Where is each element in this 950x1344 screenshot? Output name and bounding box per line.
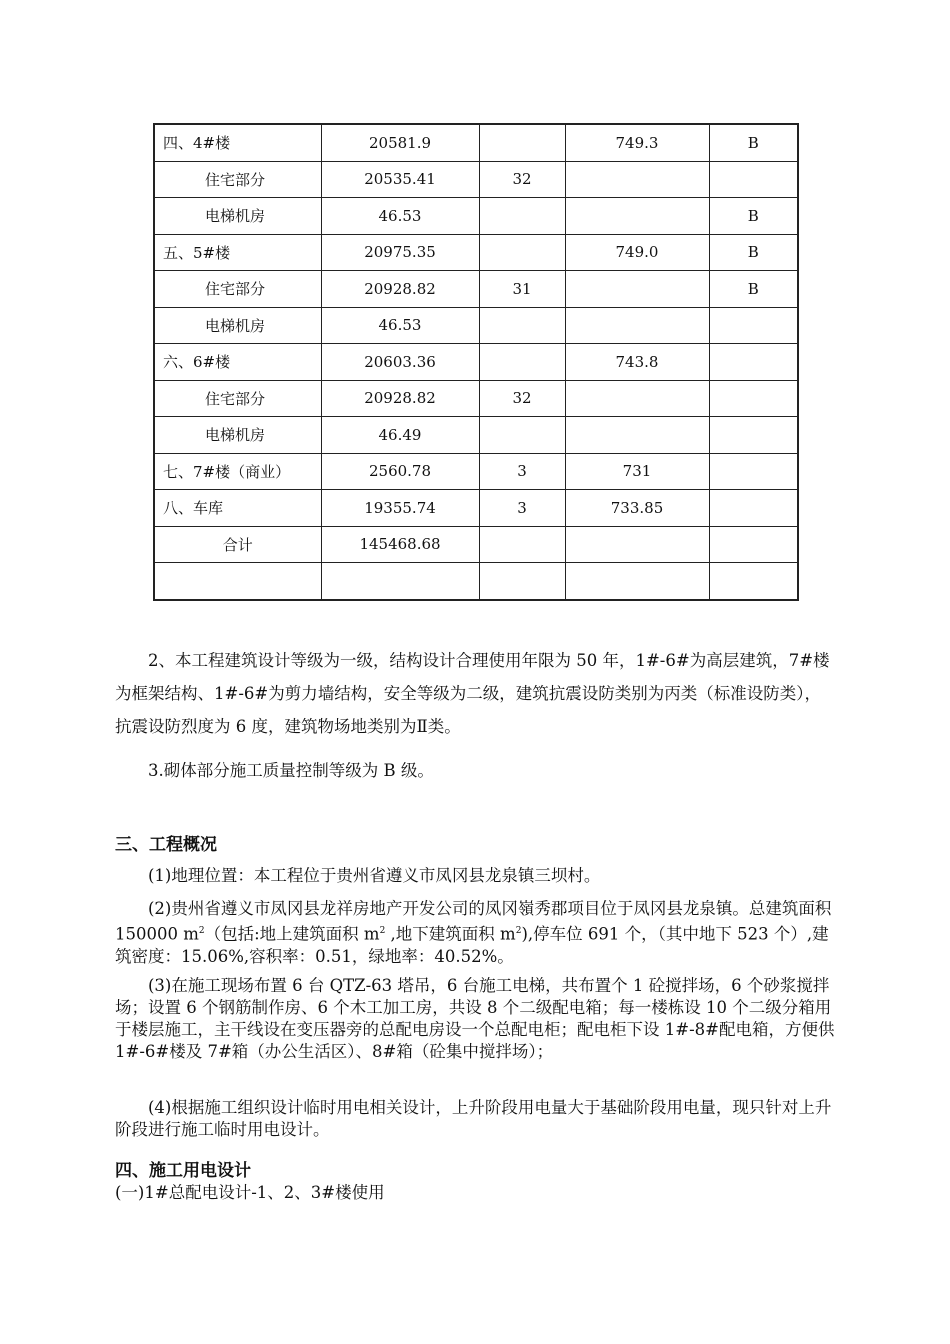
table-row [154, 526, 798, 563]
overview-item-power-design: (4)根据施工组织设计临时用电相关设计，上升阶段用电量大于基础阶段用电量，现只针对上升阶段进行施工临时用电设计。 [115, 1098, 832, 1139]
overview-item-site-layout: (3)在施工现场布置 6 台 QTZ-63 塔吊，6 台施工电梯，共布置个 1 砼搅拌场，6 个砂浆搅拌场；设置 6 个钢筋制作房、6 个木工加工房，共设 8 个二级配电箱；每一楼栋设 10 个二级分箱用于楼层施工，主干线设在变压器旁的总配电房设一个总配电柜；配电柜下设 1#-8#配电箱，方便供 1#-6#楼及 7#箱（办公生活区）、8#箱（砼集中搅拌场）； [115, 976, 835, 1061]
table-cell-grade [709, 380, 798, 417]
table-row [154, 161, 798, 198]
building-area-table [153, 123, 799, 601]
table-row [154, 344, 798, 381]
table-cell-height [565, 563, 709, 600]
table-cell-height [565, 161, 709, 198]
table-cell-name: 电梯机房 [154, 417, 321, 454]
paragraph-masonry-grade: 3.砌体部分施工质量控制等级为 B 级。 [148, 761, 434, 780]
table-cell-floors: 32 [479, 380, 565, 417]
table-cell-name: 六、6#楼 [154, 344, 321, 381]
table-cell-grade [709, 526, 798, 563]
table-cell-floors [479, 526, 565, 563]
table-cell-name: 五、5#楼 [154, 234, 321, 271]
table-cell-area: 20603.36 [321, 344, 479, 381]
table-cell-height [565, 198, 709, 235]
table-cell-height [565, 307, 709, 344]
table-row [154, 417, 798, 454]
table-cell-height [565, 526, 709, 563]
table-cell-floors [479, 198, 565, 235]
section-4-heading: 四、施工用电设计 [115, 1161, 251, 1181]
table-row [154, 453, 798, 490]
table-row [154, 307, 798, 344]
table-cell-grade [709, 161, 798, 198]
overview-item-location: (1)地理位置：本工程位于贵州省遵义市凤冈县龙泉镇三坝村。 [148, 866, 601, 885]
table-cell-grade: B [709, 198, 798, 235]
table-cell-grade [709, 417, 798, 454]
table-cell-floors: 32 [479, 161, 565, 198]
table-row [154, 490, 798, 527]
table-cell-area [321, 563, 479, 600]
table-cell-name: 住宅部分 [154, 380, 321, 417]
table-cell-floors: 31 [479, 271, 565, 308]
table-cell-area: 2560.78 [321, 453, 479, 490]
table-cell-floors: 3 [479, 490, 565, 527]
table-cell-area: 20975.35 [321, 234, 479, 271]
table-cell-area: 19355.74 [321, 490, 479, 527]
table-cell-area: 46.53 [321, 198, 479, 235]
table-cell-name [154, 563, 321, 600]
table-cell-grade [709, 344, 798, 381]
table-row [154, 234, 798, 271]
overview-item-project-info: (2)贵州省遵义市凤冈县龙祥房地产开发公司的凤冈嶺秀郡项目位于凤冈县龙泉镇。总建筑面积 150000 $m^2$（包括:地上建筑面积 $m^2$ ,地下建筑面积 $m^2$),停车位 691 个，（其中地下 523 个）,建筑密度：15.06%,容积率：0.51，绿地率：40.52%。 [115, 899, 832, 966]
table-cell-name: 七、7#楼（商业） [154, 453, 321, 490]
table-cell-floors [479, 234, 565, 271]
table-cell-grade [709, 563, 798, 600]
table-cell-name: 八、车库 [154, 490, 321, 527]
table-cell-height [565, 380, 709, 417]
table-row [154, 380, 798, 417]
table-cell-height: 749.0 [565, 234, 709, 271]
table-cell-area: 145468.68 [321, 526, 479, 563]
subsection-1-title: (一)1#总配电设计-1、2、3#楼使用 [115, 1183, 385, 1202]
table-cell-name: 电梯机房 [154, 198, 321, 235]
table-cell-area: 46.49 [321, 417, 479, 454]
table-cell-height [565, 417, 709, 454]
table-cell-height [565, 271, 709, 308]
table-cell-floors [479, 344, 565, 381]
table-cell-height: 733.85 [565, 490, 709, 527]
paragraph-design-grade: 2、本工程建筑设计等级为一级，结构设计合理使用年限为 50 年，1#-6#为高层建筑，7#楼为框架结构、1#-6#为剪力墙结构，安全等级为二级，建筑抗震设防类别为丙类（标准设防类），抗震设防烈度为 6 度，建筑物场地类别为Ⅱ类。 [115, 651, 830, 736]
table-cell-floors [479, 307, 565, 344]
table-cell-floors [479, 417, 565, 454]
table-cell-height: 743.8 [565, 344, 709, 381]
table-row [154, 271, 798, 308]
table-cell-grade: B [709, 124, 798, 161]
table-cell-name: 合计 [154, 526, 321, 563]
table-cell-area: 20581.9 [321, 124, 479, 161]
table-row [154, 563, 798, 600]
table-cell-area: 46.53 [321, 307, 479, 344]
table-cell-area: 20928.82 [321, 271, 479, 308]
table-cell-floors: 3 [479, 453, 565, 490]
table-cell-height: 731 [565, 453, 709, 490]
section-3-heading: 三、工程概况 [115, 835, 217, 855]
table-cell-height: 749.3 [565, 124, 709, 161]
table-cell-floors [479, 124, 565, 161]
table-cell-floors [479, 563, 565, 600]
table-cell-name: 电梯机房 [154, 307, 321, 344]
table-cell-grade: B [709, 271, 798, 308]
table-cell-grade [709, 453, 798, 490]
table-cell-grade [709, 490, 798, 527]
table-cell-area: 20928.82 [321, 380, 479, 417]
table-cell-grade: B [709, 234, 798, 271]
table-cell-name: 住宅部分 [154, 271, 321, 308]
table-row [154, 198, 798, 235]
table-cell-area: 20535.41 [321, 161, 479, 198]
table-cell-name: 四、4#楼 [154, 124, 321, 161]
table-cell-name: 住宅部分 [154, 161, 321, 198]
table-cell-grade [709, 307, 798, 344]
table-row [154, 124, 798, 161]
